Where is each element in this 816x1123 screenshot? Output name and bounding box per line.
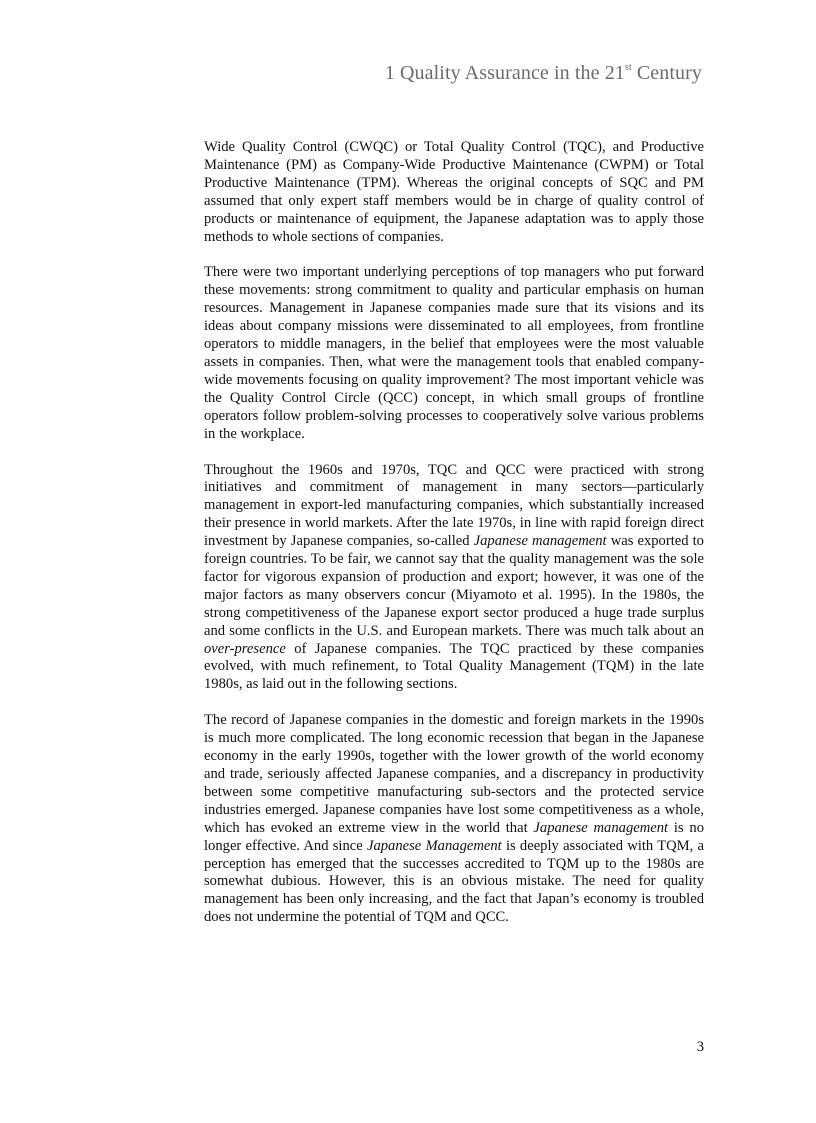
paragraph-text: was exported to foreign countries. To be fair, we cannot say that the quality management was the sole factor for vigorous expansion of production and export; however, it was one of the major factors as many observers concur (Miyamoto et al. 1995). In the 1980s, the strong competitiveness of the Japanese export sector produced a huge trade surplus and some conflicts in the U.S. and European markets. There was much talk about an bbox=[204, 533, 704, 639]
running-header-suffix: Century bbox=[631, 62, 702, 84]
body-text bbox=[204, 139, 704, 927]
emphasis-term: over-presence bbox=[204, 640, 286, 657]
paragraph-text: Wide Quality Control (CWQC) or Total Quality Control (TQC), and Productive Maintenance (PM) as Company-Wide Productive Maintenance (CWPM) or Total Productive Maintenance (TPM). Whereas the original concepts of SQC and PM assumed that only expert staff members would be in charge of quality control of products or maintenance of equipment, the Japanese adaptation was to apply those methods to whole sections of companies. bbox=[204, 139, 704, 245]
emphasis-term: Japanese management bbox=[473, 533, 607, 550]
paragraph bbox=[204, 264, 704, 443]
paragraph-text: of Japanese companies. The TQC practiced by these companies evolved, with much refinement, to Total Quality Management (TQM) in the late 1980s, as laid out in the following sections. bbox=[204, 640, 704, 693]
paragraph-text: is no longer effective. And since bbox=[204, 819, 705, 854]
running-header bbox=[385, 62, 702, 85]
paragraph-text: The record of Japanese companies in the domestic and foreign markets in the 1990s is much more complicated. The long economic recession that began in the Japanese economy in the early 1990s, together with the lower growth of the world economy and trade, seriously affected Japanese companies, and a discrepancy in productivity between some competitive manufacturing sub-sectors and the protected service industries emerged. Japanese companies have lost some competitiveness as a whole, which has evoked an extreme view in the world that bbox=[204, 712, 704, 836]
paragraph bbox=[204, 462, 704, 695]
paragraph bbox=[204, 712, 704, 927]
running-header-superscript: st bbox=[624, 62, 632, 73]
page-number: 3 bbox=[696, 1039, 704, 1055]
paragraph bbox=[204, 139, 704, 246]
paragraph-text: There were two important underlying perceptions of top managers who put forward these movements: strong commitment to quality and particular emphasis on human resources. Management in Japanese companies made sure that its visions and its ideas about company missions were disseminated to all employees, from frontline operators to middle managers, in the belief that employees were the most valuable assets in companies. Then, what were the management tools that enabled company-wide movements focusing on quality improvement? The most important vehicle was the Quality Control Circle (QCC) concept, in which small groups of frontline operators follow problem-solving processes to cooperatively solve various problems in the workplace. bbox=[204, 264, 704, 442]
running-header-title: 1 Quality Assurance in the 21 bbox=[384, 62, 625, 84]
paragraph-text: Throughout the 1960s and 1970s, TQC and QCC were practiced with strong initiatives and commitment of management in many sectors—particularly management in export-led manufacturing companies, which substantially increased their presence in world markets. After the late 1970s, in line with rapid foreign direct investment by Japanese companies, so-called bbox=[204, 461, 704, 550]
emphasis-term: Japanese Management bbox=[366, 837, 502, 854]
emphasis-term: Japanese management bbox=[533, 819, 669, 836]
paragraph-text: is deeply associated with TQM, a perception has emerged that the successes accredited to TQM up to the 1980s are somewhat dubious. However, this is an obvious mistake. The need for quality management has been only increasing, and the fact that Japan’s economy is troubled does not undermine the potential of TQM and QCC. bbox=[204, 837, 705, 926]
